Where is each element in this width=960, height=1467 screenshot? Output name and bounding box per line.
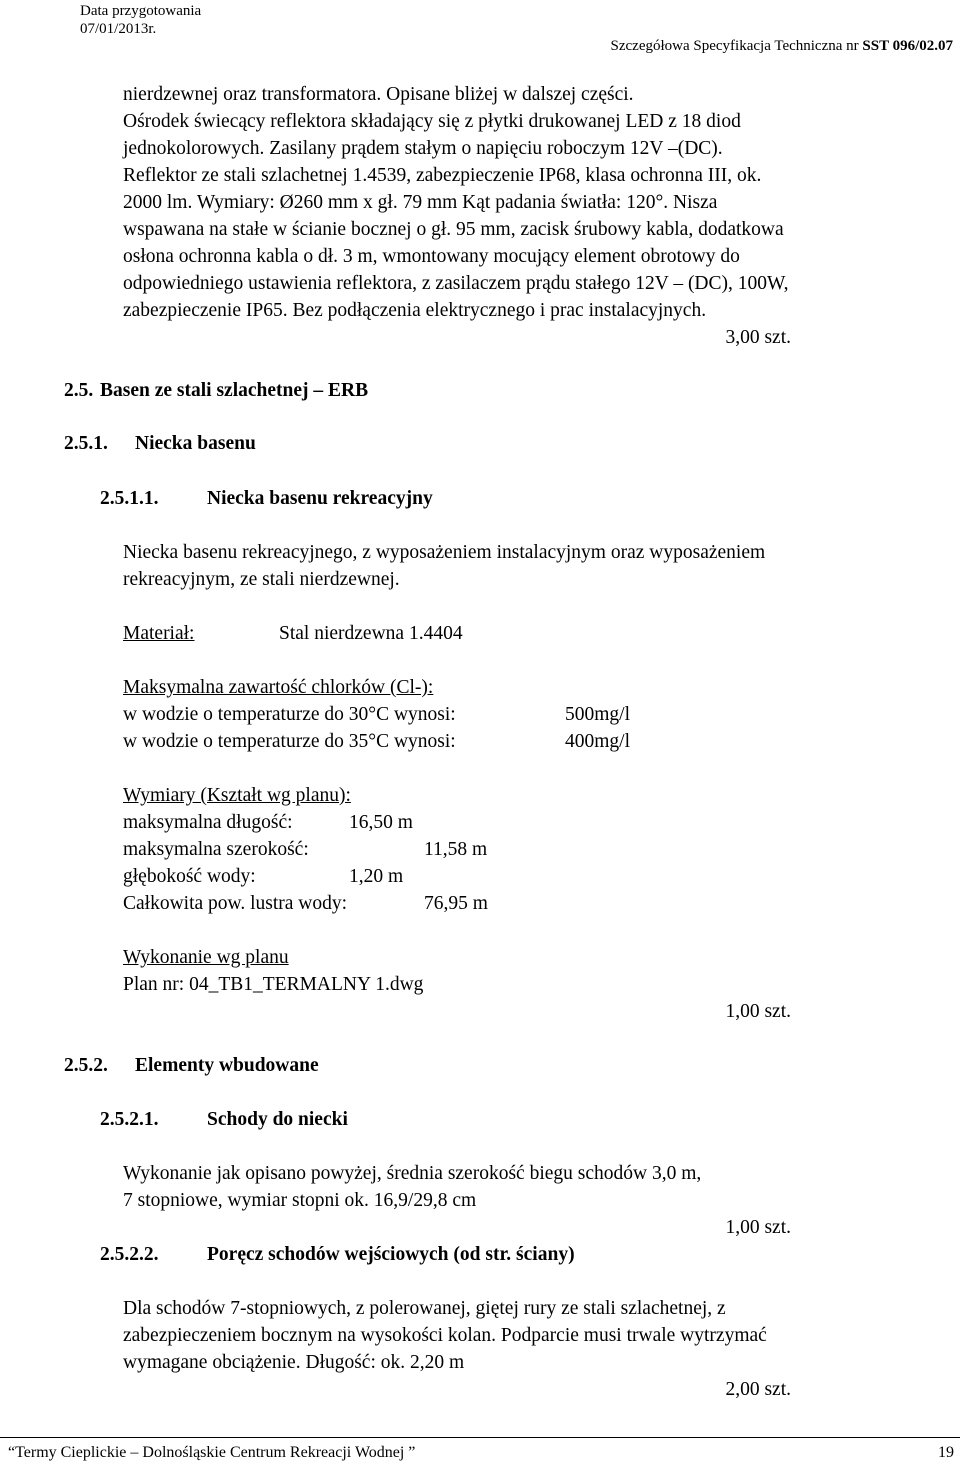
chlorides-30c-value: 500mg/l bbox=[565, 704, 631, 725]
railing-quantity: 2,00 szt. bbox=[725, 1379, 791, 1400]
railing-line-1: Dla schodów 7-stopniowych, z polerowanej, giętej rury ze stali szlachetnej, z bbox=[123, 1298, 726, 1319]
dim-length-value: 16,50 m bbox=[349, 812, 413, 833]
pool-quantity: 1,00 szt. bbox=[725, 1001, 791, 1022]
intro-line-1: nierdzewnej oraz transformatora. Opisane bliżej w dalszej części. bbox=[123, 84, 634, 105]
plan-number: Plan nr: 04_TB1_TERMALNY 1.dwg bbox=[123, 974, 424, 995]
footer-page-number: 19 bbox=[938, 1444, 954, 1461]
stairs-line-1: Wykonanie jak opisano powyżej, średnia szerokość biegu schodów 3,0 m, bbox=[123, 1163, 702, 1184]
chlorides-label: Maksymalna zawartość chlorków (Cl-): bbox=[123, 677, 434, 698]
footer-title: “Termy Cieplickie – Dolnośląskie Centrum Rekreacji Wodnej ” bbox=[8, 1444, 416, 1461]
section-2-5-2-2-title: Poręcz schodów wejściowych (od str. ściany) bbox=[207, 1244, 575, 1265]
dim-depth-value: 1,20 m bbox=[349, 866, 404, 887]
section-2-5-1-1-title: Niecka basenu rekreacyjny bbox=[207, 488, 433, 509]
header-spec-number: SST 096/02.07 bbox=[862, 38, 953, 54]
chlorides-35c-text: w wodzie o temperaturze do 35°C wynosi: bbox=[123, 731, 456, 752]
section-2-5-2-1-title: Schody do niecki bbox=[207, 1109, 348, 1130]
section-2-5-title: Basen ze stali szlachetnej – ERB bbox=[100, 380, 369, 401]
header-prep-label: Data przygotowania bbox=[80, 3, 202, 19]
intro-line-3: jednokolorowych. Zasilany prądem stałym o napięciu roboczym 12V –(DC). bbox=[123, 138, 723, 159]
section-2-5-1-title: Niecka basenu bbox=[135, 433, 256, 454]
chlorides-30c-text: w wodzie o temperaturze do 30°C wynosi: bbox=[123, 704, 456, 725]
dim-length-label: maksymalna długość: bbox=[123, 812, 293, 833]
section-2-5-2-2-number: 2.5.2.2. bbox=[100, 1244, 159, 1265]
intro-line-7: osłona ochronna kabla o dł. 3 m, wmontowany mocujący element obrotowy do bbox=[123, 246, 740, 267]
intro-line-2: Ośrodek świecący reflektora składający się z płytki drukowanej LED z 18 diod bbox=[123, 111, 741, 132]
intro-line-4: Reflektor ze stali szlachetnej 1.4539, zabezpieczenie IP68, klasa ochronna III, ok. bbox=[123, 165, 762, 186]
stairs-quantity: 1,00 szt. bbox=[725, 1217, 791, 1238]
railing-line-3: wymagane obciążenie. Długość: ok. 2,20 m bbox=[123, 1352, 465, 1373]
section-2-5-number: 2.5. bbox=[64, 380, 94, 401]
header-spec bbox=[611, 38, 953, 55]
material-value: Stal nierdzewna 1.4404 bbox=[279, 623, 463, 644]
dim-area-value: 76,95 m bbox=[424, 893, 488, 914]
footer-divider bbox=[0, 1437, 960, 1438]
pool-description-line-1: Niecka basenu rekreacyjnego, z wyposażeniem instalacyjnym oraz wyposażeniem bbox=[123, 542, 766, 563]
dim-area-label: Całkowita pow. lustra wody: bbox=[123, 893, 348, 914]
dim-depth-label: głębokość wody: bbox=[123, 866, 256, 887]
section-2-5-1-1-number: 2.5.1.1. bbox=[100, 488, 159, 509]
plan-label: Wykonanie wg planu bbox=[123, 947, 289, 968]
section-2-5-2-title: Elementy wbudowane bbox=[135, 1055, 319, 1076]
intro-line-5: 2000 lm. Wymiary: Ø260 mm x gł. 79 mm Kąt padania światła: 120°. Nisza bbox=[123, 192, 718, 213]
pool-description-line-2: rekreacyjnym, ze stali nierdzewnej. bbox=[123, 569, 400, 590]
dim-width-value: 11,58 m bbox=[424, 839, 488, 860]
header-prep-date: 07/01/2013r. bbox=[80, 21, 157, 37]
section-2-5-2-number: 2.5.2. bbox=[64, 1055, 108, 1076]
intro-line-8: odpowiedniego ustawienia reflektora, z zasilaczem prądu stałego 12V – (DC), 100W, bbox=[123, 273, 789, 294]
chlorides-35c-value: 400mg/l bbox=[565, 731, 631, 752]
header-spec-label: Szczegółowa Specyfikacja Techniczna nr bbox=[610, 38, 859, 54]
section-2-5-1-number: 2.5.1. bbox=[64, 433, 108, 454]
section-2-5-2-1-number: 2.5.2.1. bbox=[100, 1109, 159, 1130]
dim-width-label: maksymalna szerokość: bbox=[123, 839, 309, 860]
railing-line-2: zabezpieczeniem bocznym na wysokości kolan. Podparcie musi trwale wytrzymać bbox=[123, 1325, 767, 1346]
intro-line-9: zabezpieczenie IP65. Bez podłączenia elektrycznego i prac instalacyjnych. bbox=[123, 300, 707, 321]
intro-quantity: 3,00 szt. bbox=[725, 327, 791, 348]
dimensions-label: Wymiary (Kształt wg planu): bbox=[123, 785, 351, 806]
intro-line-6: wspawana na stałe w ścianie bocznej o gł. 95 mm, zacisk śrubowy kabla, dodatkowa bbox=[123, 219, 784, 240]
stairs-line-2: 7 stopniowe, wymiar stopni ok. 16,9/29,8 cm bbox=[123, 1190, 477, 1211]
material-label: Materiał: bbox=[123, 623, 195, 644]
